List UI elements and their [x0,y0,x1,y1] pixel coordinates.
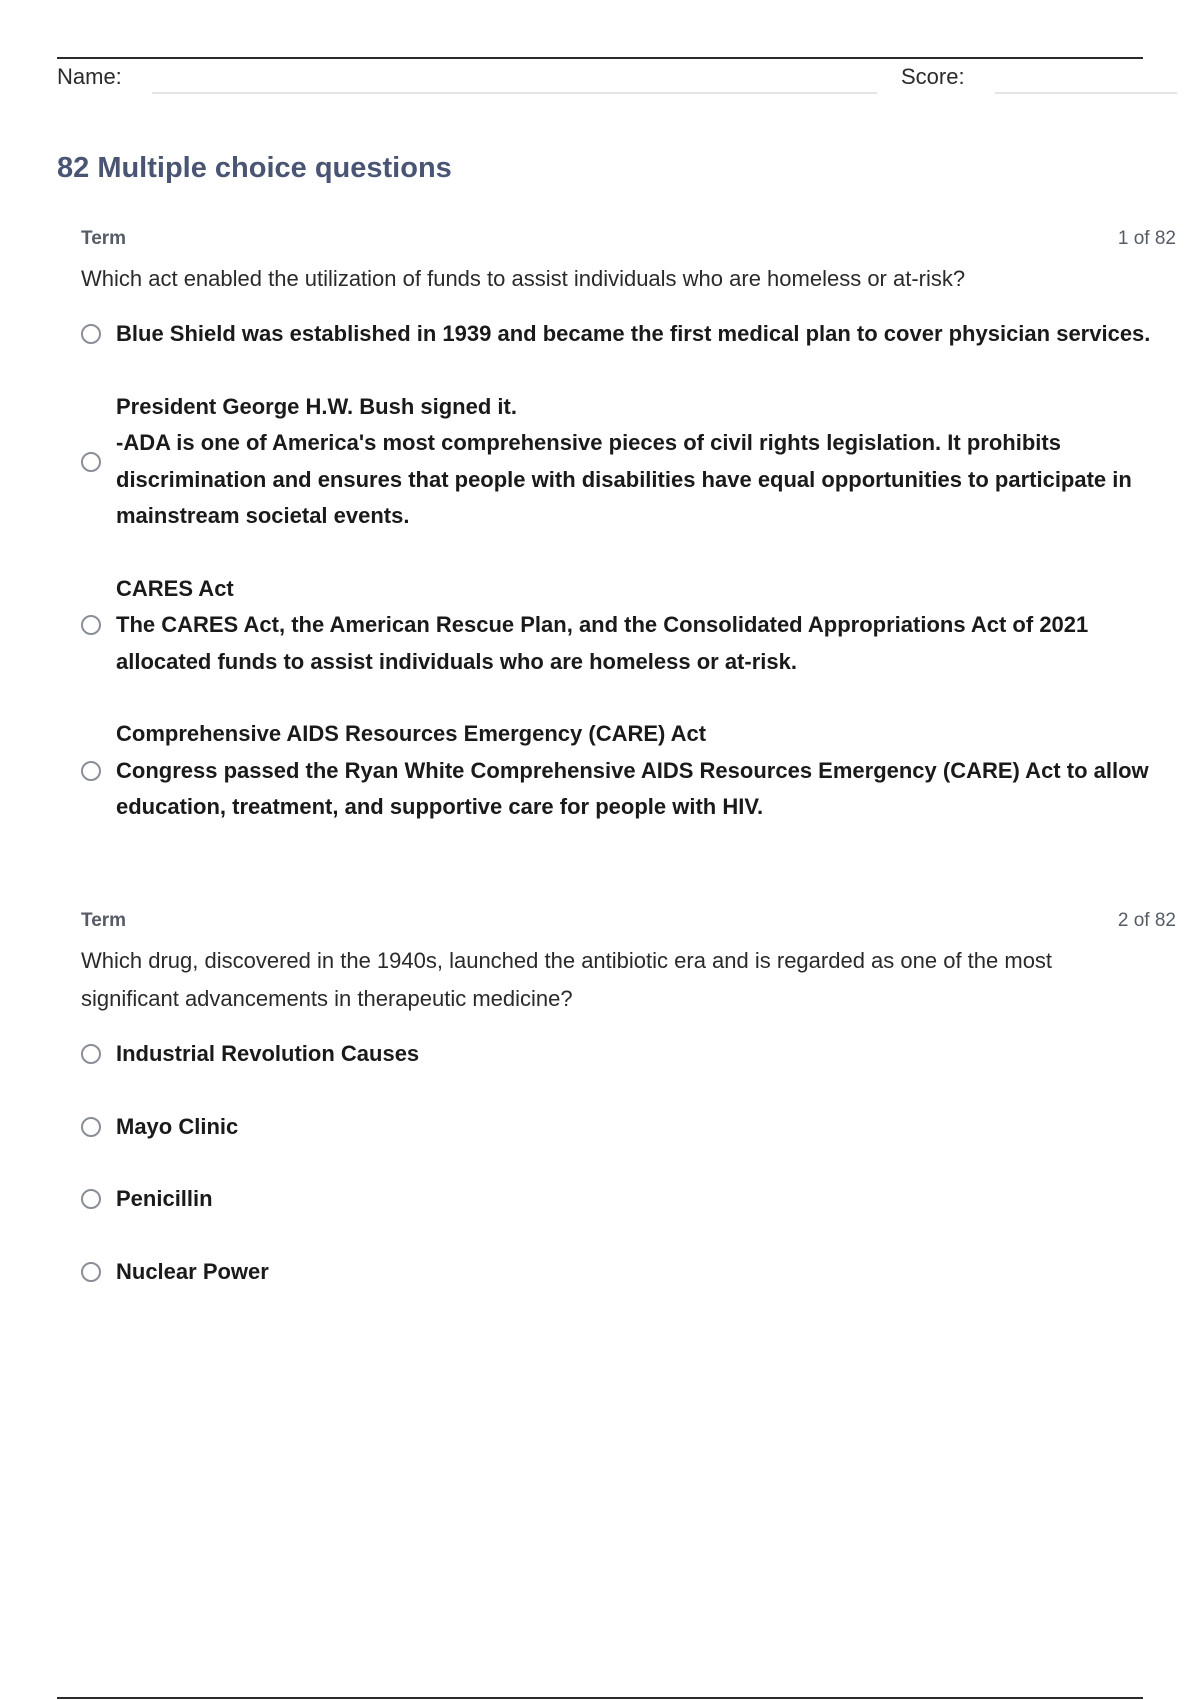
top-rule [57,57,1143,59]
answer-option-a[interactable] [81,316,1176,353]
answer-option-b[interactable] [81,389,1176,535]
answer-options [81,316,1176,826]
answer-option-c[interactable] [81,571,1176,681]
bottom-rule [57,1697,1143,1699]
option-line: Penicillin [116,1186,213,1211]
header-row [57,62,1177,98]
answer-option-b[interactable] [81,1109,1176,1146]
option-text [116,316,1176,353]
section-title: 82 Multiple choice questions [57,152,452,184]
name-label: Name: [57,64,122,89]
name-field[interactable] [152,92,877,94]
option-line: Comprehensive AIDS Resources Emergency (CARE) Act [116,721,707,746]
score-field[interactable] [995,92,1177,94]
question-1 [81,224,1176,862]
option-line: Industrial Revolution Causes [116,1041,420,1066]
answer-option-a[interactable] [81,1036,1176,1073]
option-line: The CARES Act, the American Rescue Plan, and the Consolidated Appropriations Act of 2021 allocated funds to assist individuals who are homeless or at-risk. [116,612,1089,674]
radio-button[interactable] [81,1117,101,1137]
question-counter: 2 of 82 [1117,910,1176,931]
question-2 [81,906,1176,1326]
option-line: Congress passed the Ryan White Comprehensive AIDS Resources Emergency (CARE) Act to allow education, treatment, and supportive care for people with HIV. [116,757,1149,819]
radio-button[interactable] [81,452,101,472]
option-line: President George H.W. Bush signed it. [116,393,517,419]
answer-option-d[interactable] [81,716,1176,826]
radio-button[interactable] [81,615,101,635]
answer-option-d[interactable] [81,1254,1176,1291]
radio-button[interactable] [81,761,101,781]
option-text [116,1254,1176,1291]
question-meta [81,906,1176,936]
option-text [116,389,1176,535]
radio-button[interactable] [81,1189,101,1209]
radio-button[interactable] [81,1262,101,1282]
question-prompt: Which act enabled the utilization of funds to assist individuals who are homeless or at-risk? [81,266,966,291]
term-label: Term [81,228,127,249]
option-line: Blue Shield was established in 1939 and became the first medical plan to cover physician services. [116,321,1151,346]
question-meta [81,224,1176,254]
question-counter: 1 of 82 [1117,228,1176,249]
question-prompt: Which drug, discovered in the 1940s, launched the antibiotic era and is regarded as one of the most significant advancements in therapeutic medicine? [81,948,1053,1011]
term-label: Term [81,910,127,931]
option-text [116,716,1176,826]
option-line: CARES Act [116,575,234,601]
radio-button[interactable] [81,324,101,344]
option-text [116,1036,1176,1073]
answer-option-c[interactable] [81,1181,1176,1218]
answer-options [81,1036,1176,1290]
option-line: -ADA is one of America's most comprehensive pieces of civil rights legislation. It prohibits discrimination and ensures that people with disabilities have equal opportunities to participate in mainstream societal events. [116,430,1132,528]
radio-button[interactable] [81,1044,101,1064]
option-line: Nuclear Power [116,1258,269,1284]
option-line: Mayo Clinic [116,1113,239,1139]
option-text [116,571,1176,681]
option-text [116,1181,1176,1218]
score-label: Score: [901,64,965,89]
option-text [116,1109,1176,1146]
